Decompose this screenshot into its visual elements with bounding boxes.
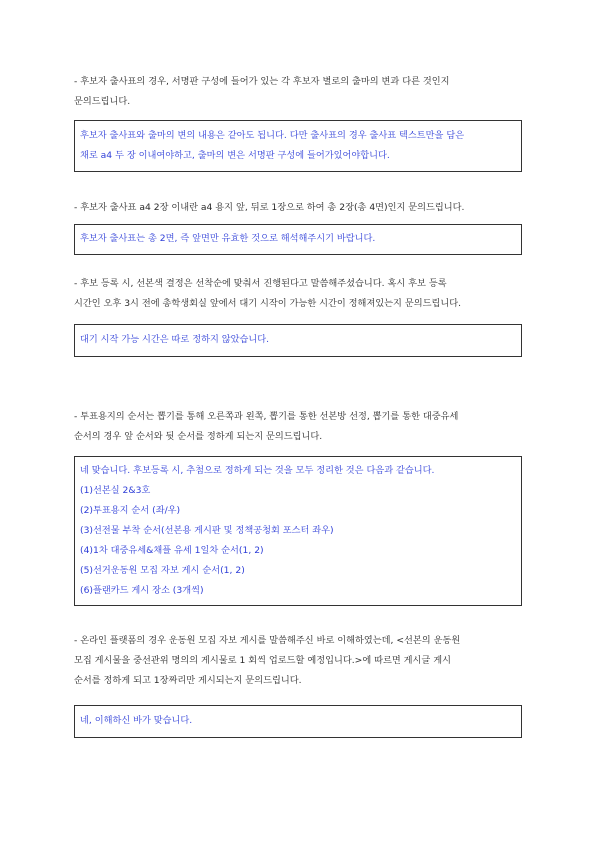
question-1-line-2: 문의드립니다. xyxy=(74,96,131,107)
question-3 xyxy=(74,274,534,314)
question-2 xyxy=(74,198,534,218)
question-5-line-3: 순서를 정하게 되고 1장짜리만 게시되는지 문의드립니다. xyxy=(74,675,302,686)
question-1 xyxy=(74,72,534,112)
answer-box-5 xyxy=(74,705,522,738)
answer-1-line-1: 후보자 출사표와 출마의 변의 내용은 같아도 됩니다. 다만 출사표의 경우 출사표 텍스트만을 담은 xyxy=(80,130,465,141)
question-5-line-1: - 온라인 플랫폼의 경우 운동원 모집 자보 게시를 말씀해주신 바로 이해하였는데, <선본의 운동원 xyxy=(74,635,461,646)
question-3-line-2: 시간인 오후 3시 전에 총학생회실 앞에서 대기 시작이 가능한 시간이 정해져있는지 문의드립니다. xyxy=(74,298,462,309)
answer-4-line-1: 네 맞습니다. 후보등록 시, 추첨으로 정하게 되는 것을 모두 정리한 것은 다음과 같습니다. xyxy=(80,465,435,476)
question-4 xyxy=(74,407,534,447)
answer-4-list-item-5: (5)선거운동원 모집 자보 게시 순서(1, 2) xyxy=(80,565,245,576)
answer-box-2 xyxy=(74,224,522,255)
answer-box-4 xyxy=(74,456,522,606)
answer-4-list-item-4: (4)1차 대중유세&채플 유세 1일차 순서(1, 2) xyxy=(80,545,264,556)
question-4-line-1: - 투표용지의 순서는 뽑기를 통해 오른쪽과 왼쪽, 뽑기를 통한 선본방 선정, 뽑기를 통한 대중유세 xyxy=(74,411,459,422)
question-5-line-2: 모집 게시물을 중선관위 명의의 게시물로 1 회씩 업로드할 예정입니다.>에 따르면 게시글 게시 xyxy=(74,655,451,666)
answer-3-line-1: 대기 시작 가능 시간은 따로 정하지 않았습니다. xyxy=(80,334,270,345)
answer-box-1 xyxy=(74,120,522,172)
question-1-line-1: - 후보자 출사표의 경우, 서명판 구성에 들어가 있는 각 후보자 별로의 출마의 변과 다른 것인지 xyxy=(74,76,450,87)
answer-4-list-item-3: (3)선전물 부착 순서(선본용 게시판 및 정책공청회 포스터 좌우) xyxy=(80,525,334,536)
answer-5-line-1: 네, 이해하신 바가 맞습니다. xyxy=(80,715,193,726)
answer-4-list-item-2: (2)투표용지 순서 (좌/우) xyxy=(80,505,181,516)
answer-2-line-1: 후보자 출사표는 총 2면, 즉 앞면만 유효한 것으로 해석해주시기 바랍니다. xyxy=(80,233,376,244)
question-3-line-1: - 후보 등록 시, 선본색 결정은 선착순에 맞춰서 진행된다고 말씀해주셨습니다. 혹시 후보 등록 xyxy=(74,278,447,289)
question-4-line-2: 순서의 경우 앞 순서와 뒷 순서를 정하게 되는지 문의드립니다. xyxy=(74,431,323,442)
question-5 xyxy=(74,631,534,691)
answer-4-list-item-6: (6)플랜카드 게시 장소 (3개씩) xyxy=(80,585,204,596)
question-2-line-1: - 후보자 출사표 a4 2장 이내란 a4 용지 앞, 뒤로 1장으로 하여 총 2장(총 4면)인지 문의드립니다. xyxy=(74,202,465,213)
answer-4-list-item-1: (1)선본실 2&3호 xyxy=(80,485,151,496)
answer-1-line-2: 채로 a4 두 장 이내여야하고, 출마의 변은 서명판 구성에 들어가있어야합니다. xyxy=(80,150,390,161)
answer-box-3 xyxy=(74,324,522,357)
